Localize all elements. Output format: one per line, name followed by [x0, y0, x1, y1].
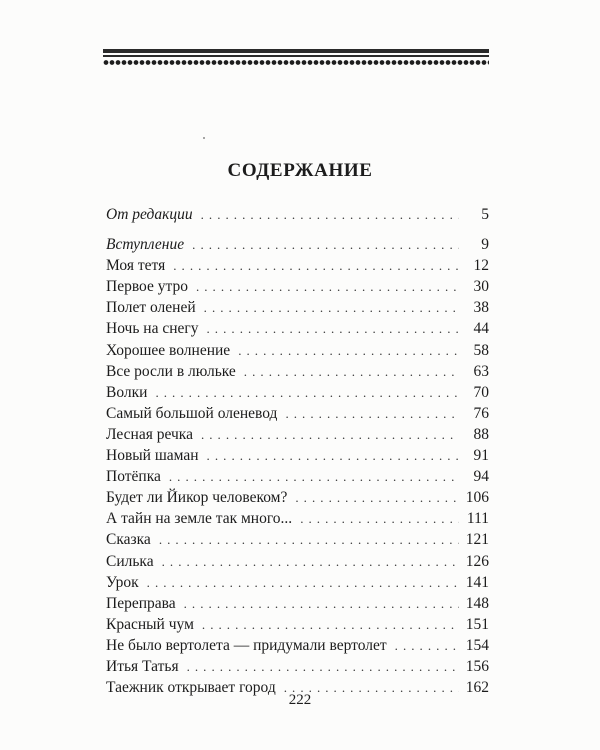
dot-leader: [192, 234, 459, 255]
toc-entry-page: 121: [465, 531, 489, 549]
table-of-contents: [106, 204, 489, 698]
toc-entry-title: Потёпка: [106, 468, 161, 486]
toc-entry-title: Ночь на снегу: [106, 320, 199, 338]
ornament-bead-chain: [103, 59, 489, 66]
toc-entry-title: Вступление: [106, 236, 185, 254]
toc-entry-title: Моя тетя: [106, 257, 166, 275]
toc-entry: [106, 656, 489, 677]
toc-entry-title: Хорошее волнение: [106, 341, 231, 359]
toc-entry: [106, 466, 489, 487]
dot-leader: [187, 656, 459, 677]
contents-heading: СОДЕРЖАНИЕ: [227, 160, 373, 181]
toc-entry-title: Первое утро: [106, 278, 188, 296]
toc-entry-page: 162: [465, 679, 489, 697]
toc-entry: [106, 361, 489, 382]
toc-entry-page: 156: [465, 657, 489, 675]
dot-leader: [395, 635, 459, 656]
toc-entry: [106, 255, 489, 276]
decorative-header-ornament: [103, 49, 489, 67]
toc-entry-page: 58: [473, 341, 489, 359]
ornament-rule-thin: [103, 55, 489, 57]
toc-entry-title: А тайн на земле так много...: [106, 510, 293, 528]
toc-entry: [106, 297, 489, 318]
toc-entry-title: Самый большой оленевод: [106, 404, 278, 422]
dot-leader: [159, 529, 459, 550]
toc-entry: [106, 551, 489, 572]
toc-entry-title: От редакции: [106, 206, 193, 223]
toc-entry: [106, 382, 489, 403]
toc-entry-page: 141: [465, 573, 489, 591]
dot-leader: [162, 551, 459, 572]
toc-entry-title: Итья Татья: [106, 657, 179, 675]
dot-leader: [238, 340, 459, 361]
toc-entry-page: 12: [473, 257, 489, 275]
dot-leader: [155, 382, 459, 403]
toc-entry-page: 9: [481, 236, 489, 254]
toc-entry-page: 63: [473, 362, 489, 380]
toc-entry-title: Урок: [106, 573, 139, 591]
toc-entry: [106, 487, 489, 508]
toc-entry-title: Сказка: [106, 531, 151, 549]
toc-entry: [106, 340, 489, 361]
toc-entry-page: 94: [473, 468, 489, 486]
toc-entry: [106, 508, 489, 529]
toc-entry-page: 111: [466, 510, 489, 528]
toc-entry-title: Лесная речка: [106, 425, 193, 443]
toc-entry-page: 151: [465, 615, 489, 633]
toc-entry-page: 30: [473, 278, 489, 296]
toc-entry-page: 38: [473, 299, 489, 317]
toc-entry: [106, 403, 489, 424]
toc-entry-page: 154: [465, 636, 489, 654]
toc-entry-title: Будет ли Йикор человеком?: [106, 489, 288, 507]
toc-entry-title: Силька: [106, 552, 154, 570]
dot-leader: [196, 276, 459, 297]
toc-entry: [106, 204, 489, 225]
toc-entry: [106, 424, 489, 445]
toc-entry-page: 91: [473, 447, 489, 465]
dot-leader: [300, 508, 459, 529]
toc-entry: [106, 445, 489, 466]
dot-leader: [244, 361, 459, 382]
toc-entry-page: 106: [465, 489, 489, 507]
dot-leader: [207, 445, 459, 466]
toc-entry-page: 76: [473, 404, 489, 422]
dot-leader: [201, 424, 459, 445]
toc-entry-page: 88: [473, 425, 489, 443]
dot-leader: [204, 297, 459, 318]
dot-leader: [169, 466, 459, 487]
toc-entry-page: 44: [473, 320, 489, 338]
toc-entry: [106, 572, 489, 593]
dot-leader: [184, 593, 459, 614]
toc-entry-title: Переправа: [106, 594, 176, 612]
toc-entry: [106, 234, 489, 255]
toc-entry-page: 5: [481, 206, 489, 223]
dot-leader: [207, 318, 460, 339]
toc-entry-title: Таежник открывает город: [106, 679, 276, 697]
toc-entry-title: Красный чум: [106, 615, 194, 633]
page-number: 222: [288, 692, 312, 708]
toc-entry: [106, 593, 489, 614]
toc-entry-title: Волки: [106, 383, 148, 401]
dot-leader: [201, 204, 459, 225]
ornament-rule-thick: [103, 49, 489, 53]
toc-entry: [106, 529, 489, 550]
toc-entry-page: 70: [473, 383, 489, 401]
toc-entry: [106, 614, 489, 635]
toc-entry-title: Не было вертолета — придумали вертолет: [106, 636, 387, 654]
dot-leader: [202, 614, 459, 635]
paper-speck: [203, 137, 205, 139]
toc-entry-page: 148: [465, 594, 489, 612]
toc-entry: [106, 276, 489, 297]
toc-entry-title: Все росли в люльке: [106, 362, 236, 380]
toc-entry-page: 126: [465, 552, 489, 570]
dot-leader: [147, 572, 459, 593]
toc-entry-title: Новый шаман: [106, 447, 199, 465]
toc-entry-title: Полет оленей: [106, 299, 196, 317]
dot-leader: [285, 403, 459, 424]
toc-entry: [106, 318, 489, 339]
toc-entry: [106, 635, 489, 656]
dot-leader: [295, 487, 459, 508]
dot-leader: [173, 255, 459, 276]
